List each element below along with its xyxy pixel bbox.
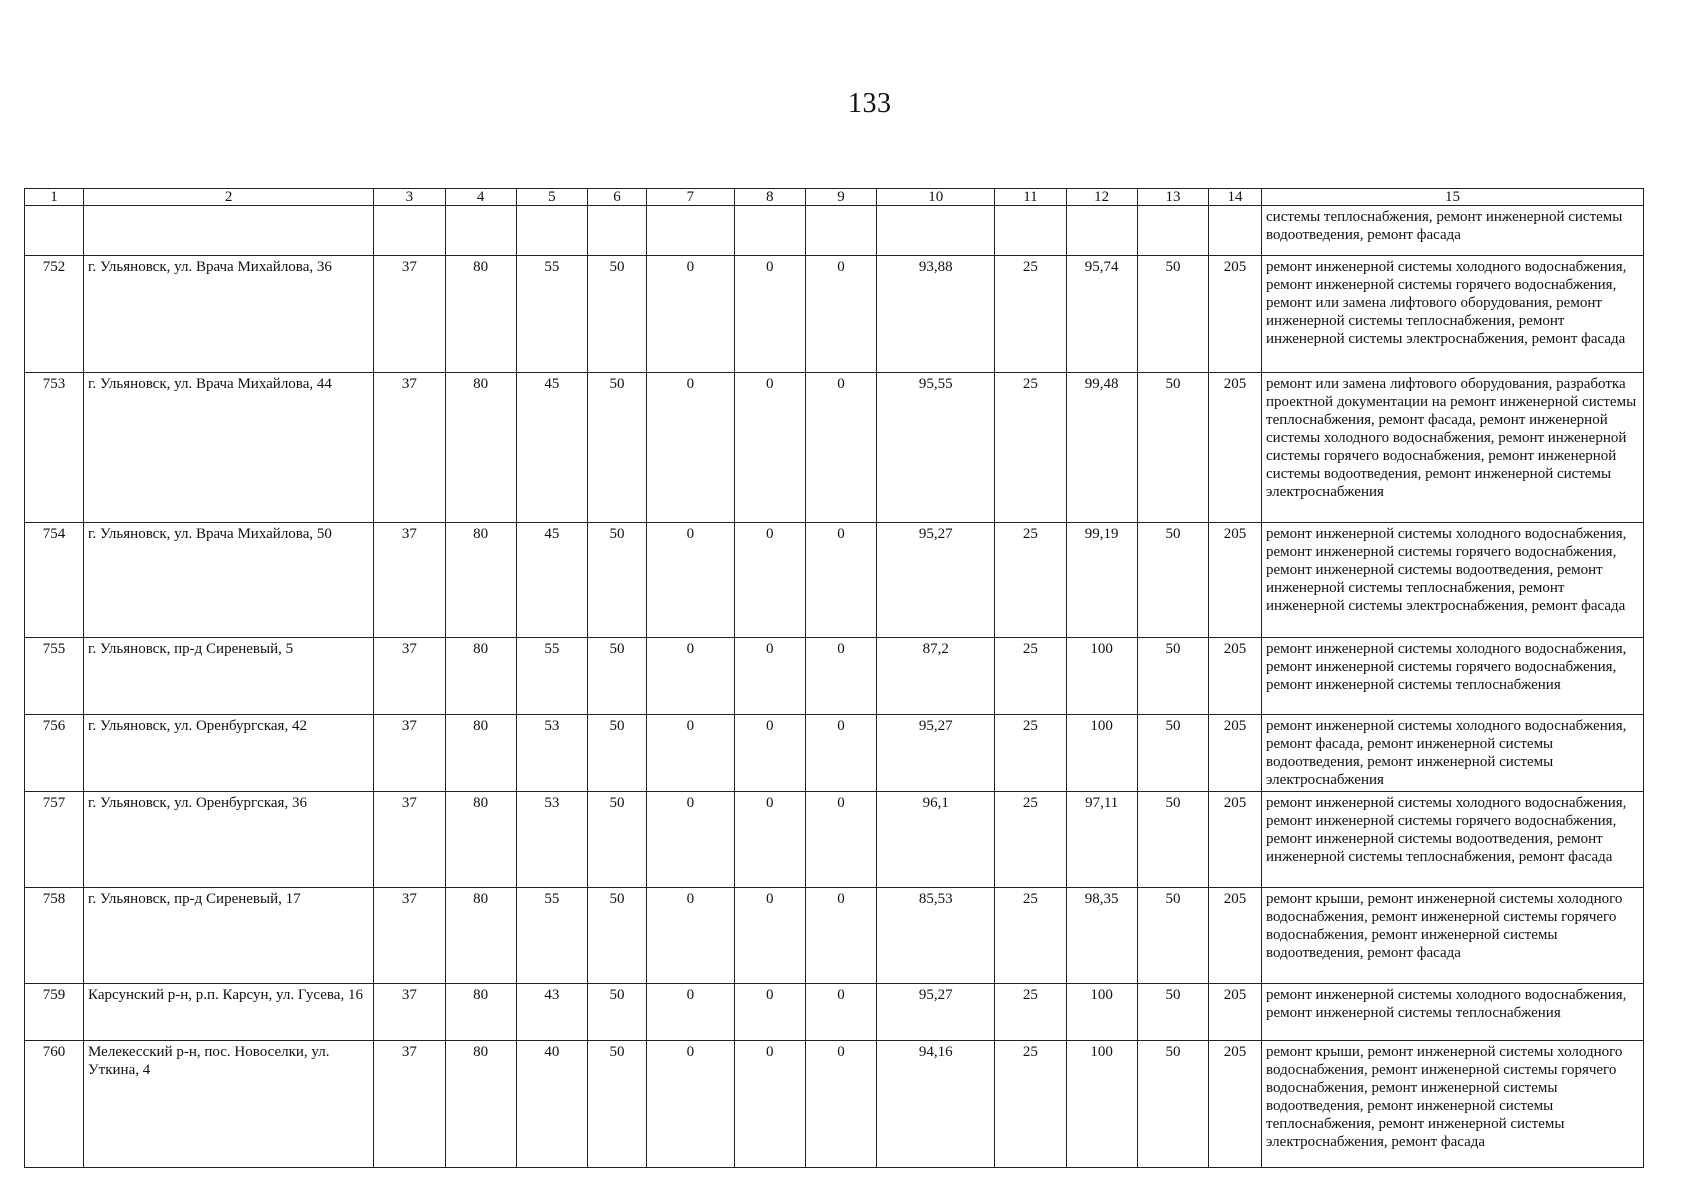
- row-number-cell: 759: [25, 984, 84, 1041]
- data-table: [24, 188, 1644, 1168]
- value-cell: 0: [734, 638, 805, 715]
- column-header: 8: [734, 189, 805, 206]
- value-cell: 50: [1137, 984, 1208, 1041]
- works-cell: ремонт инженерной системы холодного водоснабжения, ремонт инженерной системы горячего водоснабжения, ремонт инженерной системы водоотведения, ремонт инженерной системы теплоснабжения, ремонт фасада: [1262, 792, 1644, 888]
- value-cell: 45: [516, 373, 587, 523]
- value-cell: 205: [1209, 792, 1262, 888]
- value-cell: 50: [588, 523, 647, 638]
- value-cell: 80: [445, 1041, 516, 1168]
- value-cell: 0: [647, 523, 735, 638]
- column-header: 4: [445, 189, 516, 206]
- value-cell: 50: [1137, 888, 1208, 984]
- value-cell: 55: [516, 638, 587, 715]
- value-cell: 95,27: [877, 984, 995, 1041]
- row-number-cell: 753: [25, 373, 84, 523]
- value-cell: 0: [647, 1041, 735, 1168]
- value-cell: 0: [805, 256, 876, 373]
- row-number-cell: 752: [25, 256, 84, 373]
- value-cell: 80: [445, 256, 516, 373]
- value-cell: 50: [588, 373, 647, 523]
- value-cell: 50: [1137, 638, 1208, 715]
- value-cell: 80: [445, 984, 516, 1041]
- value-cell: 37: [374, 1041, 445, 1168]
- table-row: [25, 792, 1644, 888]
- row-number-cell: 755: [25, 638, 84, 715]
- column-header: 13: [1137, 189, 1208, 206]
- value-cell: 205: [1209, 984, 1262, 1041]
- table-row: [25, 523, 1644, 638]
- value-cell: 25: [995, 523, 1066, 638]
- value-cell: 50: [588, 792, 647, 888]
- value-cell: 50: [1137, 523, 1208, 638]
- value-cell: 0: [734, 715, 805, 792]
- value-cell: 0: [647, 373, 735, 523]
- address-cell: г. Ульяновск, пр-д Сиреневый, 17: [84, 888, 374, 984]
- value-cell: 50: [588, 984, 647, 1041]
- value-cell: 99,19: [1066, 523, 1137, 638]
- value-cell: 40: [516, 1041, 587, 1168]
- value-cell: 0: [734, 984, 805, 1041]
- row-number-cell: 758: [25, 888, 84, 984]
- value-cell: 50: [1137, 792, 1208, 888]
- value-cell: 0: [647, 715, 735, 792]
- value-cell: 37: [374, 792, 445, 888]
- value-cell: 97,11: [1066, 792, 1137, 888]
- header-row: [25, 189, 1644, 206]
- value-cell: 100: [1066, 984, 1137, 1041]
- value-cell: 0: [734, 888, 805, 984]
- row-number-cell: 760: [25, 1041, 84, 1168]
- value-cell: 80: [445, 373, 516, 523]
- value-cell: 25: [995, 638, 1066, 715]
- column-header: 6: [588, 189, 647, 206]
- value-cell: 43: [516, 984, 587, 1041]
- works-cell: ремонт крыши, ремонт инженерной системы холодного водоснабжения, ремонт инженерной системы горячего водоснабжения, ремонт инженерной системы водоотведения, ремонт фасада: [1262, 888, 1644, 984]
- value-cell: 0: [805, 523, 876, 638]
- value-cell: 25: [995, 792, 1066, 888]
- value-cell: 0: [647, 984, 735, 1041]
- value-cell: 100: [1066, 638, 1137, 715]
- value-cell: 37: [374, 715, 445, 792]
- address-cell: г. Ульяновск, ул. Оренбургская, 36: [84, 792, 374, 888]
- value-cell: 37: [374, 256, 445, 373]
- continuation-works: системы теплоснабжения, ремонт инженерной системы водоотведения, ремонт фасада: [1262, 206, 1644, 256]
- works-cell: ремонт или замена лифтового оборудования, разработка проектной документации на ремонт инженерной системы теплоснабжения, ремонт фасада, ремонт инженерной системы холодного водоснабжения, ремонт инженерной системы горячего водоснабжения, ремонт инженерной системы водоотведения, ремонт инженерной системы электроснабжения: [1262, 373, 1644, 523]
- value-cell: 0: [805, 638, 876, 715]
- column-header: 3: [374, 189, 445, 206]
- value-cell: 25: [995, 1041, 1066, 1168]
- works-cell: ремонт инженерной системы холодного водоснабжения, ремонт инженерной системы горячего водоснабжения, ремонт инженерной системы теплоснабжения: [1262, 638, 1644, 715]
- value-cell: 37: [374, 638, 445, 715]
- value-cell: 205: [1209, 256, 1262, 373]
- value-cell: 55: [516, 256, 587, 373]
- column-header: 10: [877, 189, 995, 206]
- value-cell: 95,27: [877, 523, 995, 638]
- value-cell: 95,74: [1066, 256, 1137, 373]
- continuation-row: [25, 206, 1644, 256]
- value-cell: 50: [1137, 256, 1208, 373]
- column-header: 5: [516, 189, 587, 206]
- value-cell: 80: [445, 792, 516, 888]
- value-cell: 37: [374, 888, 445, 984]
- column-header: 2: [84, 189, 374, 206]
- page-number: 133: [848, 88, 892, 119]
- row-number-cell: 756: [25, 715, 84, 792]
- works-cell: ремонт инженерной системы холодного водоснабжения, ремонт фасада, ремонт инженерной системы водоотведения, ремонт инженерной системы электроснабжения: [1262, 715, 1644, 792]
- address-cell: г. Ульяновск, ул. Врача Михайлова, 50: [84, 523, 374, 638]
- value-cell: 205: [1209, 373, 1262, 523]
- table-row: [25, 888, 1644, 984]
- value-cell: 45: [516, 523, 587, 638]
- value-cell: 0: [805, 373, 876, 523]
- value-cell: 0: [734, 256, 805, 373]
- value-cell: 0: [805, 1041, 876, 1168]
- value-cell: 94,16: [877, 1041, 995, 1168]
- address-cell: г. Ульяновск, ул. Врача Михайлова, 36: [84, 256, 374, 373]
- value-cell: 37: [374, 984, 445, 1041]
- table-row: [25, 638, 1644, 715]
- value-cell: 0: [805, 715, 876, 792]
- value-cell: 50: [588, 256, 647, 373]
- value-cell: 0: [805, 888, 876, 984]
- works-cell: ремонт инженерной системы холодного водоснабжения, ремонт инженерной системы теплоснабжения: [1262, 984, 1644, 1041]
- value-cell: 96,1: [877, 792, 995, 888]
- value-cell: 0: [734, 792, 805, 888]
- value-cell: 0: [647, 888, 735, 984]
- value-cell: 0: [805, 984, 876, 1041]
- address-cell: г. Ульяновск, ул. Оренбургская, 42: [84, 715, 374, 792]
- value-cell: 0: [734, 1041, 805, 1168]
- value-cell: 98,35: [1066, 888, 1137, 984]
- value-cell: 0: [647, 638, 735, 715]
- column-header: 11: [995, 189, 1066, 206]
- value-cell: 0: [734, 523, 805, 638]
- value-cell: 0: [647, 256, 735, 373]
- value-cell: 205: [1209, 1041, 1262, 1168]
- value-cell: 205: [1209, 638, 1262, 715]
- value-cell: 100: [1066, 715, 1137, 792]
- row-number-cell: 757: [25, 792, 84, 888]
- table-row: [25, 1041, 1644, 1168]
- value-cell: 55: [516, 888, 587, 984]
- value-cell: 0: [805, 792, 876, 888]
- column-header: 9: [805, 189, 876, 206]
- value-cell: 25: [995, 373, 1066, 523]
- address-cell: г. Ульяновск, пр-д Сиреневый, 5: [84, 638, 374, 715]
- value-cell: 25: [995, 256, 1066, 373]
- value-cell: 0: [734, 373, 805, 523]
- value-cell: 87,2: [877, 638, 995, 715]
- column-header: 15: [1262, 189, 1644, 206]
- value-cell: 205: [1209, 888, 1262, 984]
- column-header: 14: [1209, 189, 1262, 206]
- address-cell: Мелекесский р-н, пос. Новоселки, ул. Уткина, 4: [84, 1041, 374, 1168]
- value-cell: 50: [1137, 1041, 1208, 1168]
- table-row: [25, 984, 1644, 1041]
- works-cell: ремонт инженерной системы холодного водоснабжения, ремонт инженерной системы горячего водоснабжения, ремонт инженерной системы водоотведения, ремонт инженерной системы теплоснабжения, ремонт инженерной системы электроснабжения, ремонт фасада: [1262, 523, 1644, 638]
- value-cell: 95,27: [877, 715, 995, 792]
- value-cell: 100: [1066, 1041, 1137, 1168]
- value-cell: 80: [445, 888, 516, 984]
- value-cell: 50: [1137, 715, 1208, 792]
- value-cell: 37: [374, 523, 445, 638]
- value-cell: 25: [995, 715, 1066, 792]
- table-row: [25, 256, 1644, 373]
- value-cell: 80: [445, 638, 516, 715]
- address-cell: г. Ульяновск, ул. Врача Михайлова, 44: [84, 373, 374, 523]
- value-cell: 37: [374, 373, 445, 523]
- table-row: [25, 715, 1644, 792]
- column-header: 1: [25, 189, 84, 206]
- value-cell: 85,53: [877, 888, 995, 984]
- address-cell: Карсунский р-н, р.п. Карсун, ул. Гусева, 16: [84, 984, 374, 1041]
- column-header: 7: [647, 189, 735, 206]
- value-cell: 50: [588, 888, 647, 984]
- value-cell: 53: [516, 792, 587, 888]
- value-cell: 205: [1209, 523, 1262, 638]
- value-cell: 99,48: [1066, 373, 1137, 523]
- value-cell: 93,88: [877, 256, 995, 373]
- works-cell: ремонт крыши, ремонт инженерной системы холодного водоснабжения, ремонт инженерной системы горячего водоснабжения, ремонт инженерной системы водоотведения, ремонт инженерной системы теплоснабжения, ремонт инженерной системы электроснабжения, ремонт фасада: [1262, 1041, 1644, 1168]
- value-cell: 50: [588, 1041, 647, 1168]
- value-cell: 95,55: [877, 373, 995, 523]
- value-cell: 205: [1209, 715, 1262, 792]
- value-cell: 50: [588, 715, 647, 792]
- value-cell: 80: [445, 523, 516, 638]
- works-cell: ремонт инженерной системы холодного водоснабжения, ремонт инженерной системы горячего водоснабжения, ремонт или замена лифтового оборудования, ремонт инженерной системы теплоснабжения, ремонт инженерной системы электроснабжения, ремонт фасада: [1262, 256, 1644, 373]
- row-number-cell: 754: [25, 523, 84, 638]
- value-cell: 25: [995, 888, 1066, 984]
- value-cell: 53: [516, 715, 587, 792]
- value-cell: 25: [995, 984, 1066, 1041]
- value-cell: 0: [647, 792, 735, 888]
- value-cell: 50: [588, 638, 647, 715]
- value-cell: 80: [445, 715, 516, 792]
- value-cell: 50: [1137, 373, 1208, 523]
- table-row: [25, 373, 1644, 523]
- column-header: 12: [1066, 189, 1137, 206]
